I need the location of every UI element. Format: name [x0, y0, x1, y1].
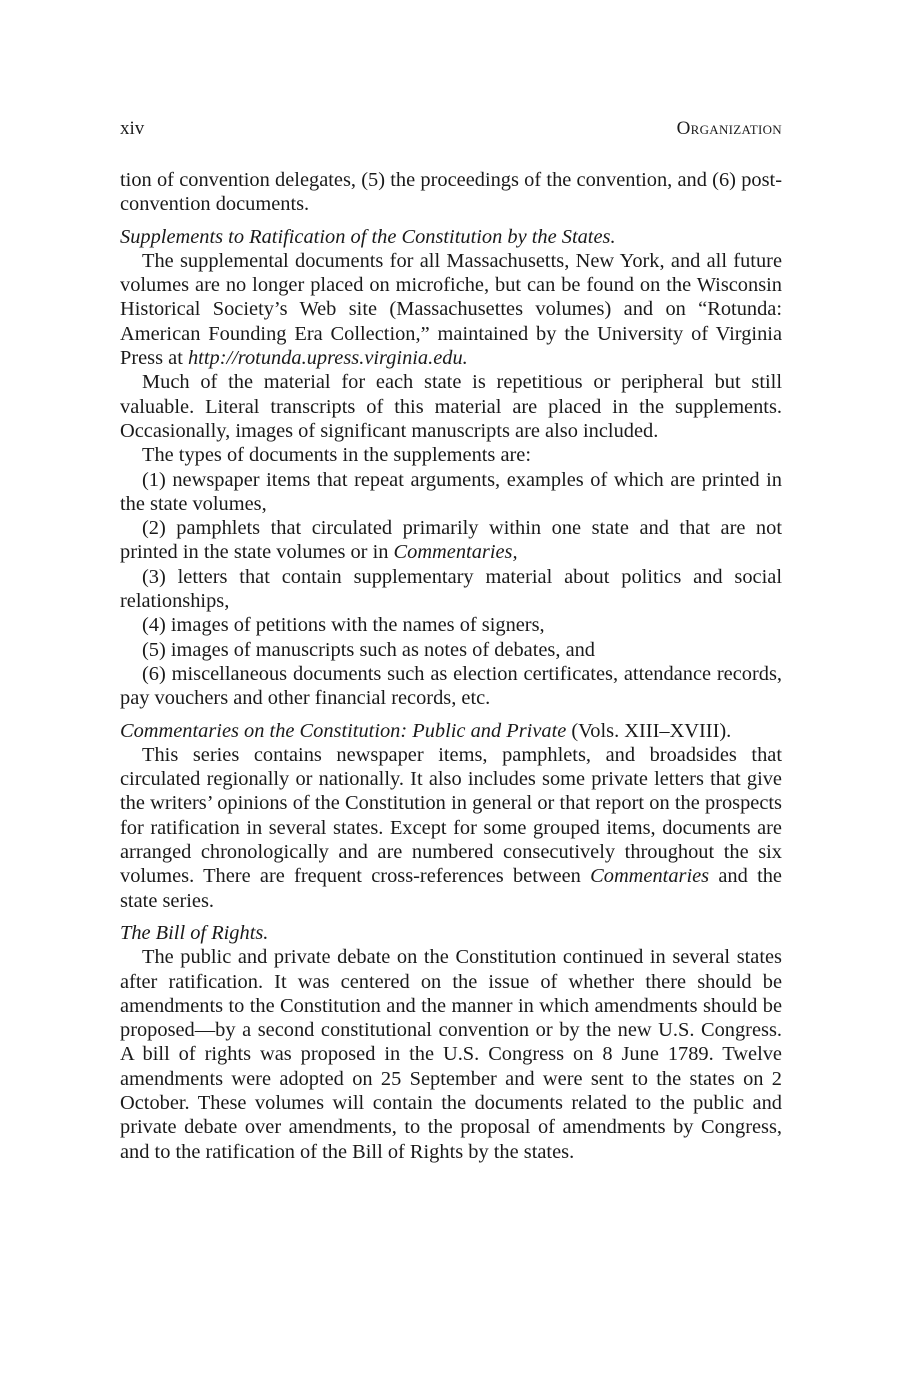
- paragraph: [120, 249, 782, 370]
- paragraph-text: This series contains newspaper items, pamphlets, and broadsides that circulated regionally or nationally. It also includes some private letters that give the writers’ opinions of the Constitution in general or that report on the prospects for ratification in several states. Except for some grouped items, documents are arranged chronologically and are numbered consecutively throughout the six volumes. There are frequent cross-references between: [120, 743, 782, 888]
- list-item: [120, 516, 782, 565]
- section-heading-commentaries: [120, 719, 782, 743]
- list-item: (6) miscellaneous documents such as election certificates, attendance records, pay vouchers and other financial records, etc.: [120, 662, 782, 710]
- running-header: [120, 118, 782, 148]
- document-page: [120, 118, 782, 1164]
- body-text: [120, 168, 782, 1164]
- running-title: Organization: [676, 118, 782, 139]
- page-number: xiv: [120, 118, 145, 139]
- section-heading-bill-of-rights: The Bill of Rights.: [120, 921, 269, 944]
- paragraph-text-end: and the state series.: [120, 865, 782, 912]
- list-item: (4) images of petitions with the names of signers,: [142, 614, 545, 637]
- italic-title: Commentaries: [590, 865, 710, 888]
- paragraph: [120, 743, 782, 913]
- list-item: (5) images of manuscripts such as notes of debates, and: [142, 638, 596, 661]
- paragraph: The public and private debate on the Constitution continued in several states after ratification. It was centered on the issue of whether there should be amendments to the Constitution and the manner in which amendments should be proposed—by a second constitutional convention or by the new U.S. Congress. A bill of rights was proposed in the U.S. Congress on 8 June 1789. Twelve amendments were adopted on 25 September and were sent to the states on 2 October. These volumes will contain the documents related to the public and private debate over amendments, to the proposal of amendments by Congress, and to the ratification of the Bill of Rights by the states.: [120, 946, 782, 1163]
- list-item-text: (2) pamphlets that circulated primarily within one state and that are not printed in the state volumes or in: [120, 517, 782, 564]
- list-item: (1) newspaper items that repeat arguments, examples of which are printed in the state volumes,: [120, 468, 782, 515]
- paragraph: Much of the material for each state is repetitious or peripheral but still valuable. Literal transcripts of this material are placed in the supplements. Occasionally, images of significant manuscripts are also included.: [120, 371, 782, 442]
- italic-title: Commentaries,: [393, 541, 518, 564]
- paragraph: The types of documents in the supplements are:: [142, 444, 532, 467]
- heading-volumes: (Vols. XIII–XVIII).: [566, 719, 732, 742]
- heading-italic: Commentaries on the Constitution: Public and Private: [120, 719, 567, 742]
- url-text: http://rotunda.upress.virginia.edu.: [187, 347, 468, 370]
- list-item: (3) letters that contain supplementary material about politics and social relationships,: [120, 565, 782, 613]
- section-heading-supplements: Supplements to Ratification of the Constitution by the States.: [120, 225, 616, 248]
- paragraph-text: The supplemental documents for all Massachusetts, New York, and all future volumes are no longer placed on microfiche, but can be found on the Wisconsin Historical Society’s Web site (Massachusettes volumes) and on “Rotunda: American Founding Era Collection,” maintained by the University of Virginia Press at: [120, 249, 782, 370]
- paragraph: tion of convention delegates, (5) the proceedings of the convention, and (6) post-convention documents.: [120, 169, 782, 216]
